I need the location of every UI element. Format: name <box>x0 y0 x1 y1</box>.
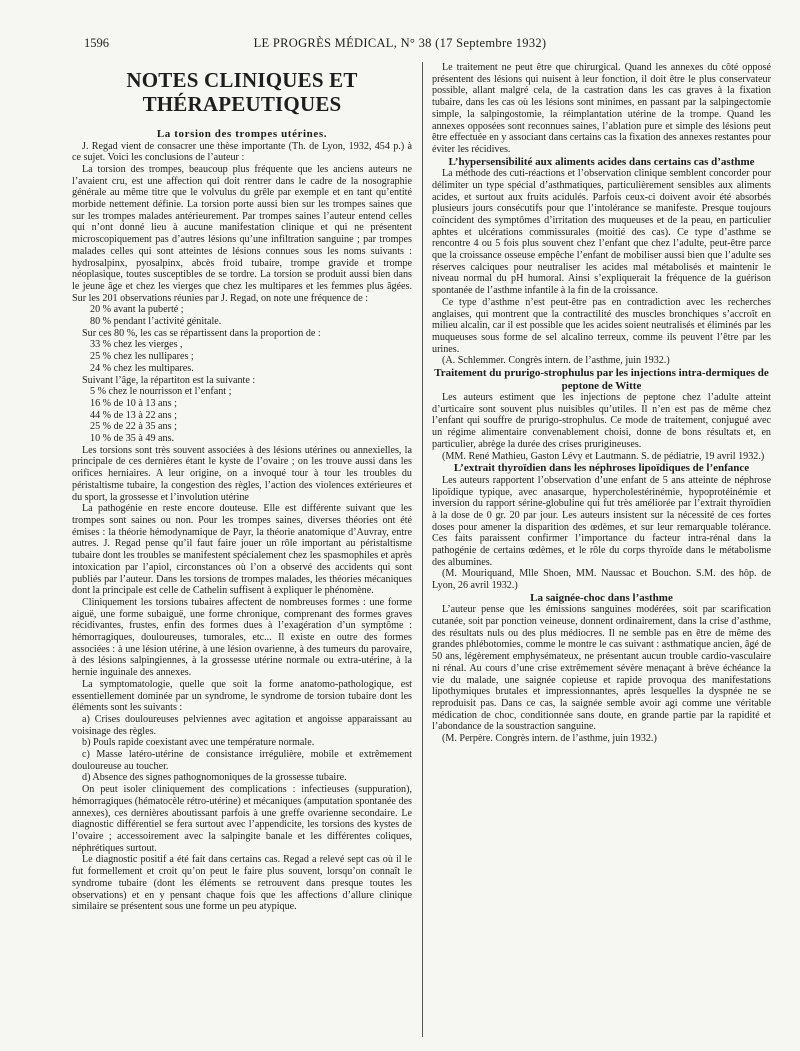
article-title: Traitement du prurigo-strophulus par les injections intra-dermiques de peptone de Witte <box>434 367 769 392</box>
right-column <box>432 62 771 1047</box>
reference: (MM. René Mathieu, Gaston Lévy et Lautmann. S. de pédiatrie, 19 avril 1932.) <box>442 450 765 462</box>
reference: (M. Perpère. Congrès intern. de l’asthme, juin 1932.) <box>442 733 657 745</box>
paragraph: Le diagnostic positif a été fait dans certains cas. Regad a relevé sept cas où il le fut formellement et croit qu’on peut le faire plus souvent, lorsqu’on connaît le syndrome tubaire (dont les éléments se retrouvent dans presque toutes les observations) et en y pensant chaque fois que les affections d’allure clinique similaire se présentent sous une forme un peu atypique. <box>72 854 412 913</box>
paragraph: La pathogénie en reste encore douteuse. Elle est différente suivant que les trompes sont saines ou non. Pour les trompes saines, diverses théories ont été émises : la théorie hémodynamique de Payr, la théorie anatomique d’Auvray, entre autres. J. Regad pense qu’il faut faire jouer un rôle important au péristaltisme tubaire dont les troubles se manifestent spécialement chez les spasmophiles et après intoxication par l’apiol, circonstances où l’on a observé des accidents qui sont publiés par l’auteur. Dans les torsions de trompes malades, les théories mécaniques dont la principale est celle de Cathelin suffisent à expliquer le phénomène. <box>72 503 412 597</box>
page-number: 1596 <box>84 36 109 50</box>
left-column <box>72 62 412 1047</box>
paragraph: Les torsions sont très souvent associées à des lésions utérines ou annexielles, la principale de ces dernières étant le kyste de l’ovaire ; on les trouve aussi dans les orifices herniaires. A leur origine, on a invoqué tour à tour les troubles du péristaltisme tubaire, la congestion des règles, l’action des violences extérieures et du sport, la grossesse et l’involution utérine <box>72 444 412 503</box>
list-item: 24 % chez les multipares. <box>90 362 194 374</box>
article-title: La saignée-choc dans l’asthme <box>530 591 673 604</box>
symptom-item: d) Absence des signes pathognomoniques de la grossesse tubaire. <box>82 772 347 784</box>
page-header <box>0 8 800 48</box>
paragraph: La torsion des trompes, beaucoup plus fréquente que les anciens auteurs ne l’avaient cru, est une affection qui doit rentrer dans le cadre de la nosographie générale au même titre que le volvulus du grêle par exemple et en tant qu’entité morbide nettement définie. La torsion porte aussi bien sur les trompes saines que sur les trompes malades antérieurement. Par trompes saines l’auteur entend celles qui n’ont donné lieu à aucune manifestation clinique et qui ne présentent microscopiquement pas d’autres lésions qu’une infiltration sanguine ; par trompes malades celles qui sont atteintes de lésions connues sous les noms suivants : hydrosalpinx, pyosalpinx, abcès froid tubaire, trompe gravide et trompe néoplasique, toutes susceptibles de se tordre. La torsion se produit aussi bien dans le jeune âge et chez les vierges que chez les multipares et les femmes plus âgées. Sur les 201 observations réunies par J. Regad, on note une fréquence de : <box>72 163 412 304</box>
list-item: 25 % chez les nullipares ; <box>90 351 194 363</box>
symptom-item: b) Pouls rapide coexistant avec une température normale. <box>82 737 315 749</box>
paragraph: Le traitement ne peut être que chirurgical. Quand les annexes du côté opposé présentent des lésions qui nuisent à leur fonction, il doit être le plus conservateur possible, allant malgré cela, de la castration dans les cas graves à la fixation tubaire, dans les cas où les lésions sont minimes, en passant par la salpingectomie simple, la salpingostomie, la réimplantation utérine de la trompe. Quand les annexes opposées sont reconnues saines, l’ablation pure et simple des lésions peut être effectuée en y associant dans certains cas la fixation des annexes restantes pour éviter les récidives. <box>432 62 771 155</box>
list-item: 20 % avant la puberté ; <box>90 304 184 316</box>
paragraph: J. Regad vient de consacrer une thèse importante (Th. de Lyon, 1932, 454 p.) à ce sujet. Voici les conclusions de l’auteur : <box>72 140 412 164</box>
paragraph: Suivant l’âge, la répartiton est la suivante : <box>82 374 256 386</box>
paragraph: Ce type d’asthme n’est peut-être pas en contradiction avec les recherches anglaises, qui montrent que la contractilité des muscles bronchiques s’accroît en milieu alcalin, car il est possible que les acides soient neutralisés et éliminés par les muqueuses sous forme de sel alcalino terreux, comme ils peuvent l’être par les urines. <box>432 296 771 355</box>
list-item: 44 % de 13 à 22 ans ; <box>90 409 177 421</box>
paragraph: Les auteurs estiment que les injections de peptone chez l’adulte atteint d’urticaire sont souvent plus nuisibles qu’utiles. Il n’en est pas de même chez l’enfant qui souffre de prurigo-strophulus. Ce mode de traitement, conjugué avec un régime alimentaire convenablement choisi, donne de bons résultats et, en particulier, abrège la durée des crises prurigineuses. <box>432 392 771 450</box>
article-title: L’hypersensibilité aux aliments acides dans certains cas d’asthme <box>448 155 755 168</box>
reference: (M. Mouriquand, Mlle Shoen, MM. Naussac et Bouchon. S.M. des hôp. de Lyon, 26 avril 1932.) <box>432 568 771 592</box>
paragraph: Sur ces 80 %, les cas se répartissent dans la proportion de : <box>82 327 321 339</box>
list-item: 25 % de 22 à 35 ans ; <box>90 421 177 433</box>
paragraph: Les auteurs rapportent l’observation d’une enfant de 5 ans atteinte de néphrose lipoïdique typique, avec anasarque, hypercholestérinémie, hypoprotéinémie et inversion du rapport sérine-globuline qui fut très améliorée par l’extrait thyroïdien à la dose de 0 gr. 20 par jour. Les auteurs insistent sur la nécessité de ces fortes doses pour amener la disparition des œdèmes, et sur leur remarquable tolérance. Ces faits paraissent confirmer l’importance du facteur intra-rénal dans la pathogénie de certains œdèmes, et le rôle du corps thyroïde dans le métabolisme des albumines. <box>432 474 771 568</box>
symptom-item: c) Masse latéro-utérine de consistance irrégulière, mobile et extrêmement douloureuse au toucher. <box>72 749 412 772</box>
symptom-item: a) Crises douloureuses pelviennes avec agitation et angoisse apparaissant au voisinage des règles. <box>72 713 412 737</box>
paragraph: On peut isoler cliniquement des complications : infectieuses (suppuration), hémorragiques (hématocèle rétro-utérine) et mécaniques (amputation spontanée des annexes), ces dernières aboutissant parfois à une greffe ovarienne secondaire. Le diagnostic différentiel se fera surtout avec l’appendicite, les torsions des kystes de l’ovaire ; accessoirement avec la salpingite banale et les différentes coliques, néphrétiques surtout. <box>72 784 412 854</box>
section-title: NOTES CLINIQUES ET THÉRAPEUTIQUES <box>126 68 358 116</box>
column-divider <box>422 62 423 1037</box>
list-item: 5 % chez le nourrisson et l’enfant ; <box>90 386 232 398</box>
list-item: 80 % pendant l’activité génitale. <box>90 316 222 328</box>
paragraph: Cliniquement les torsions tubaires affectent de nombreuses formes : une forme aiguë, une forme subaiguë, une forme chronique, comprenant des formes graves récidivantes, frustes, enfin des formes dues à l’exagération d’un symptôme : hémorragiques, douloureuses, tumorales, etc... Il existe en outre des formes associées : à une lésion utérine, à une lésion ovarienne, à des tumeurs du parovaire, à des lésions salpingiennes, à la grossesse utérine normale ou extra-utérine, à la hernie inguinale des annexes. <box>72 596 412 679</box>
list-item: 16 % de 10 à 13 ans ; <box>90 397 177 409</box>
article-title: La torsion des trompes utérines. <box>156 128 328 140</box>
running-title: LE PROGRÈS MÉDICAL, N° 38 (17 Septembre 1932) <box>253 36 547 50</box>
paragraph: L’auteur pense que les émissions sanguines modérées, soit par scarification cutanée, soit par ponction veineuse, donnent ordinairement, dans la crise d’asthme, des résultats nuls ou des plus médiocres. Il ne semble pas en être de même des grandes phlébotomies, comme le montre le cas suivant : asthmatique ancien, âgé de 50 ans, légèrement emphysémateux, ne présentant aucun trouble cardio-vasculaire ni rénal. Au cours d’une crise extrêmement sévère menaçant à brève échéance la vie du malade, une saignée copieuse et rapide provoqua des manifestations lipothymiques brutales et impressionnantes, après lesquelles la dyspnée ne se reproduisit pas. Dans ce cas, la saignée semble avoir agi comme une véritable médication de choc, conditionnée sans doute, en grande partie par la rapidité et l’abondance de la soustraction sanguine. <box>432 604 771 733</box>
article-title: L’extrait thyroïdien dans les néphroses lipoïdiques de l’enfance <box>453 462 750 475</box>
paragraph: La méthode des cuti-réactions et l’observation clinique semblent concorder pour délimiter un type spécial d’asthmatiques, particulièrement sensibles aux aliments acides, et surtout aux fruits acidulés. Parfois ceux-ci doivent avoir été absorbés plusieurs jours consécutifs pour que l’intolérance se manifeste. Presque toujours coïncident des symptômes d’irritation des muqueuses et de la peau, en particulier aphtes et ulcérations commissurales (moitié des cas). Ce type d’asthme se rencontre 4 ou 5 fois plus souvent chez l’enfant que chez l’adulte, peut-être parce que la croissance osseuse empêche l’enfant de mobiliser aussi bien que l’adulte ses réserves calciques pour neutraliser les acides mal métabolisés et maintenir le niveau normal du pH humoral. Ainsi s’expliquerait la fréquence de la guérison spontanée de l’asthme infantile à la fin de la croissance. <box>432 168 771 297</box>
list-item: 33 % chez les vierges , <box>90 339 183 351</box>
reference: (A. Schlemmer. Congrès intern. de l’asthme, juin 1932.) <box>442 355 670 367</box>
list-item: 10 % de 35 à 49 ans. <box>90 433 175 445</box>
paragraph: La symptomatologie, quelle que soit la forme anatomo-pathologique, est essentiellement dominée par un syndrome, le syndrome de torsion tubaire dont les éléments sont les suivants : <box>72 678 412 714</box>
